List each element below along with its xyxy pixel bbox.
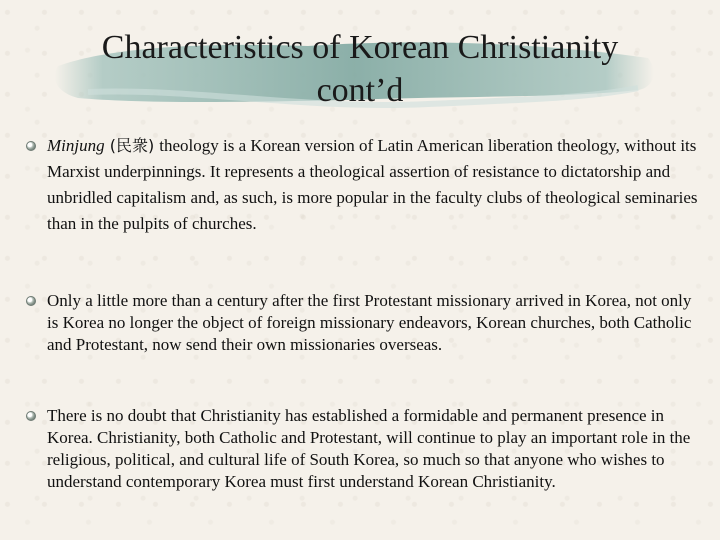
bullet-text-1 bbox=[47, 133, 698, 237]
bullet-item-1 bbox=[26, 133, 698, 237]
bullet-icon bbox=[26, 141, 36, 151]
minjung-term: Minjung bbox=[47, 136, 105, 155]
bullet-1-body: theology is a Korean version of Latin American liberation theology, without its Marxist underpinnings. It represents a theological assertion of resistance to dictatorship and unbridled capitalism and, as such, is more popular in the faculty clubs of theological seminaries than in the pulpits of churches. bbox=[47, 136, 698, 233]
minjung-hanja: (民衆) bbox=[104, 136, 160, 155]
title-line-2: cont’d bbox=[316, 72, 404, 109]
bullet-icon bbox=[26, 296, 36, 306]
bullet-text-2: Only a little more than a century after the first Protestant missionary arrived in Korea, not only is Korea no longer the object of foreign missionary endeavors, Korean churches, both Catholic and Protestant, now send their own missionaries overseas. bbox=[47, 291, 692, 354]
bullet-item-3 bbox=[26, 405, 698, 493]
title-line-1: Characteristics of Korean Christianity bbox=[101, 29, 619, 66]
bullet-text-3: There is no doubt that Christianity has established a formidable and permanent presence in Korea. Christianity, both Catholic and Protestant, will continue to play an important role in the religious, political, and cultural life of South Korea, so much so that anyone who wishes to understand contemporary Korea must first understand Korean Christianity. bbox=[47, 406, 691, 491]
bullet-item-2 bbox=[26, 290, 698, 356]
bullet-icon bbox=[26, 411, 36, 421]
